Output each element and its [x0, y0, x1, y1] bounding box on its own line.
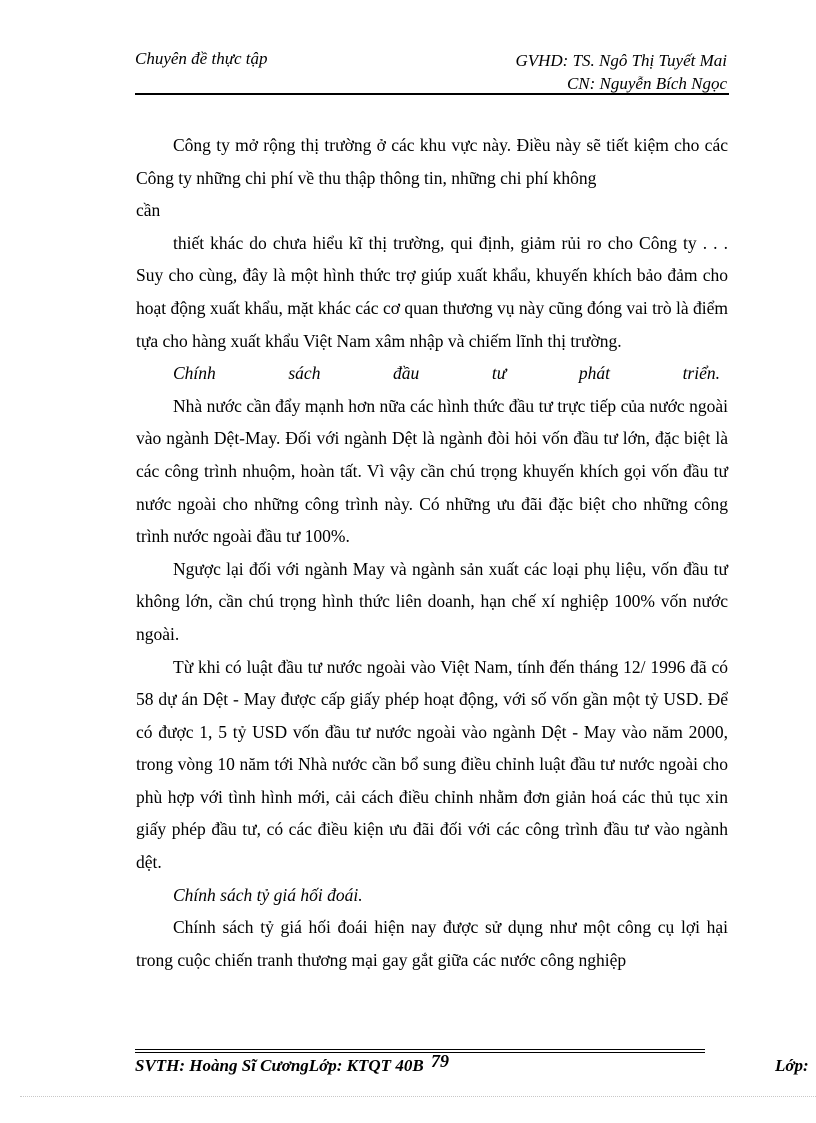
page-number: 79 [431, 1051, 449, 1071]
heading-word: sách [288, 363, 321, 384]
header-supervisor-2: CN: Nguyễn Bích Ngọc [566, 74, 727, 93]
heading-word: phát [578, 363, 610, 384]
page-bottom-border [20, 1096, 816, 1097]
header-supervisors [515, 49, 727, 95]
heading-word: Chính [173, 363, 216, 384]
footer-rule [135, 1049, 705, 1050]
paragraph-5: Từ khi có luật đầu tư nước ngoài vào Việt Nam, tính đến tháng 12/ 1996 đã có 58 dự án Dệt - May được cấp giấy phép hoạt động, với số vốn gần một tỷ USD. Để có được 1, 5 tỷ USD vốn đầu tư nước ngoài vào ngành Dệt - May vào năm 2000, trong vòng 10 năm tới Nhà nước cần bổ sung điều chỉnh luật đầu tư nước ngoài cho phù hợp với tình hình mới, cải cách điều chỉnh nhằm đơn giản hoá các thủ tục xin giấy phép đầu tư, có các điều kiện ưu đãi đối với các công trình đầu tư vào ngành dệt. [136, 656, 728, 873]
footer-rule-secondary [135, 1052, 705, 1053]
heading-word: triển. [682, 363, 720, 384]
heading-investment-policy [136, 357, 728, 390]
document-body [136, 129, 728, 976]
header-supervisor-1: GVHD: TS. Ngô Thị Tuyết Mai [515, 51, 727, 70]
footer-author: SVTH: Hoàng Sĩ CươngLớp: KTQT 40B [135, 1056, 424, 1075]
paragraph-6: Chính sách tỷ giá hối đoái hiện nay được sử dụng như một công cụ lợi hại trong cuộc chiến tranh thương mại gay gắt giữa các nước công nghiệp [136, 917, 728, 970]
heading-word: tư [491, 363, 507, 384]
header-rule [135, 93, 729, 95]
heading-exchange-rate-policy: Chính sách tỷ giá hối đoái. [173, 884, 363, 905]
paragraph-4: Ngược lại đối với ngành May và ngành sản xuất các loại phụ liệu, vốn đầu tư không lớn, cần chú trọng hình thức liên doanh, hạn chế xí nghiệp 100% vốn nước ngoài. [136, 558, 728, 644]
paragraph-1-line-2: cần [136, 200, 161, 221]
paragraph-2: thiết khác do chưa hiểu kĩ thị trường, qui định, giảm rủi ro cho Công ty . . . Suy cho cùng, đây là một hình thức trợ giúp xuất khẩu, khuyến khích bảo đảm cho hoạt động xuất khẩu, mặt khác các cơ quan thương vụ này cũng đóng vai trò là điểm tựa cho hàng xuất khẩu Việt Nam xâm nhập và chiếm lĩnh thị trường. [136, 232, 728, 351]
paragraph-3: Nhà nước cần đẩy mạnh hơn nữa các hình thức đầu tư trực tiếp của nước ngoài vào ngành Dệt-May. Đối với ngành Dệt là ngành đòi hỏi vốn đầu tư lớn, đặc biệt là các công trình nhuộm, hoàn tất. Vì vậy cần chú trọng khuyến khích gọi vốn đầu tư nước ngoài cho những công trình này. Có những ưu đãi đặc biệt cho những công trình nước ngoài đầu tư 100%. [136, 395, 728, 547]
header-course-title: Chuyên đề thực tập [135, 49, 268, 68]
heading-word: đầu [393, 363, 420, 384]
footer-class-label: Lớp: [775, 1056, 809, 1075]
paragraph-1-line-1: Công ty mở rộng thị trường ở các khu vực này. Điều này sẽ tiết kiệm cho các Công ty những chi phí về thu thập thông tin, những chi phí không [136, 135, 728, 188]
